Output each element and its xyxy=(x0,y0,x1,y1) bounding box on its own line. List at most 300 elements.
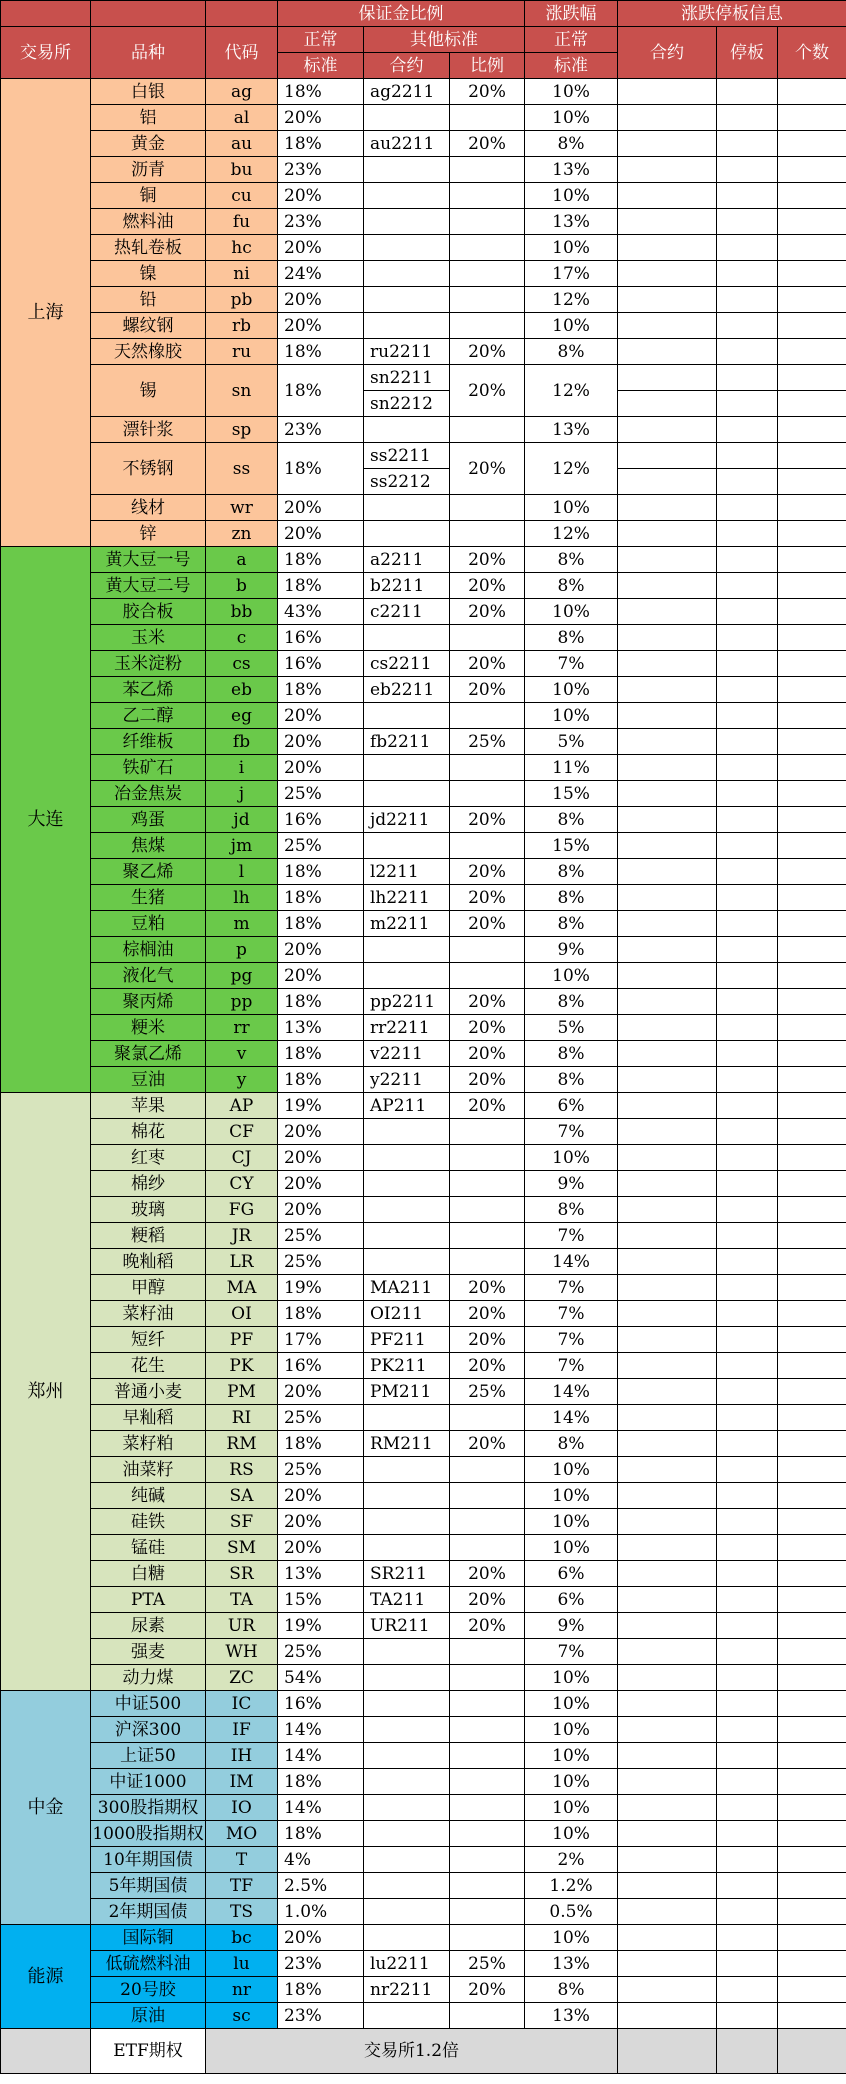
table-row xyxy=(1,1353,846,1379)
table-row xyxy=(1,1873,846,1899)
code-cell: cs xyxy=(206,651,278,677)
stop-board-cell xyxy=(717,729,778,755)
count-cell xyxy=(778,1405,846,1431)
limit-cell: 6% xyxy=(525,1587,618,1613)
variety-cell: 天然橡胶 xyxy=(91,339,206,365)
limit-cell: 10% xyxy=(525,963,618,989)
contract-cell xyxy=(364,1665,450,1691)
table-row xyxy=(1,235,846,261)
stop-board-cell xyxy=(717,1639,778,1665)
table-row xyxy=(1,859,846,885)
code-cell: sn xyxy=(206,365,278,417)
margin-cell: 25% xyxy=(278,781,364,807)
contract-cell xyxy=(364,1457,450,1483)
count-cell xyxy=(778,521,846,547)
variety-cell: 早籼稻 xyxy=(91,1405,206,1431)
contract-cell xyxy=(364,1249,450,1275)
exchange-cell: 郑州 xyxy=(1,1093,91,1691)
limit-cell: 10% xyxy=(525,599,618,625)
variety-cell: 白糖 xyxy=(91,1561,206,1587)
ratio-cell: 20% xyxy=(450,1587,525,1613)
count-cell xyxy=(778,1587,846,1613)
stop-board-cell xyxy=(717,755,778,781)
variety-cell: 沪深300 xyxy=(91,1717,206,1743)
count-cell xyxy=(778,339,846,365)
stop-info-header: 涨跌停板信息 xyxy=(618,1,846,27)
stop-contract-cell xyxy=(618,755,717,781)
limit-cell: 9% xyxy=(525,1171,618,1197)
limit-cell: 10% xyxy=(525,1145,618,1171)
stop-board-cell xyxy=(717,1353,778,1379)
limit-cell: 8% xyxy=(525,131,618,157)
stop-board-cell xyxy=(717,625,778,651)
code-cell: i xyxy=(206,755,278,781)
table-row xyxy=(1,1899,846,1925)
stop-contract-cell xyxy=(618,703,717,729)
stop-board-cell xyxy=(717,703,778,729)
limit-cell: 15% xyxy=(525,781,618,807)
margin-cell: 18% xyxy=(278,1977,364,2003)
stop-contract-cell xyxy=(618,599,717,625)
count-cell xyxy=(778,911,846,937)
limit-cell: 10% xyxy=(525,1535,618,1561)
table-row xyxy=(1,1275,846,1301)
margin-cell: 20% xyxy=(278,105,364,131)
stop-board-cell xyxy=(717,1041,778,1067)
count-cell xyxy=(778,287,846,313)
stop-board-cell xyxy=(717,1301,778,1327)
ratio-cell: 20% xyxy=(450,1977,525,2003)
stop-board-cell xyxy=(717,183,778,209)
contract-cell xyxy=(364,105,450,131)
stop-contract-cell xyxy=(618,1873,717,1899)
contract-cell: PK211 xyxy=(364,1353,450,1379)
margin-cell: 23% xyxy=(278,209,364,235)
table-row xyxy=(1,781,846,807)
header-row-1 xyxy=(1,1,846,27)
contract-cell: fb2211 xyxy=(364,729,450,755)
margin-cell: 20% xyxy=(278,235,364,261)
stop-contract-cell xyxy=(618,1639,717,1665)
stop-board-cell xyxy=(717,1431,778,1457)
count-cell xyxy=(778,391,846,417)
table-row xyxy=(1,261,846,287)
margin-cell: 18% xyxy=(278,1301,364,1327)
contract-cell: a2211 xyxy=(364,547,450,573)
limit-cell: 10% xyxy=(525,1483,618,1509)
margin-cell: 14% xyxy=(278,1795,364,1821)
variety-cell: 红枣 xyxy=(91,1145,206,1171)
variety-cell: 胶合板 xyxy=(91,599,206,625)
table-row xyxy=(1,1561,846,1587)
stop-board-cell xyxy=(717,157,778,183)
margin-cell: 1.0% xyxy=(278,1899,364,1925)
variety-cell: 低硫燃料油 xyxy=(91,1951,206,1977)
limit-cell: 15% xyxy=(525,833,618,859)
blank-cell xyxy=(91,1,206,27)
stop-board-cell xyxy=(717,1509,778,1535)
limit-cell: 8% xyxy=(525,859,618,885)
code-cell: IM xyxy=(206,1769,278,1795)
count-cell xyxy=(778,1925,846,1951)
variety-cell: 棉纱 xyxy=(91,1171,206,1197)
margin-cell: 20% xyxy=(278,313,364,339)
ratio-cell: 20% xyxy=(450,651,525,677)
ratio-cell: 20% xyxy=(450,131,525,157)
code-cell: PK xyxy=(206,1353,278,1379)
stop-contract-cell xyxy=(618,1899,717,1925)
variety-cell: 焦煤 xyxy=(91,833,206,859)
table-row xyxy=(1,495,846,521)
contract-cell xyxy=(364,1197,450,1223)
stop-contract-header: 合约 xyxy=(618,27,717,79)
code-cell: cu xyxy=(206,183,278,209)
stop-contract-cell xyxy=(618,1431,717,1457)
ratio-cell xyxy=(450,1769,525,1795)
stop-contract-cell xyxy=(618,157,717,183)
stop-contract-cell xyxy=(618,235,717,261)
code-cell: l xyxy=(206,859,278,885)
limit-cell: 14% xyxy=(525,1405,618,1431)
stop-contract-cell xyxy=(618,963,717,989)
variety-cell: 10年期国债 xyxy=(91,1847,206,1873)
variety-cell: 粳米 xyxy=(91,1015,206,1041)
stop-contract-cell xyxy=(618,1951,717,1977)
margin-cell: 19% xyxy=(278,1613,364,1639)
stop-contract-cell xyxy=(618,105,717,131)
contract-cell xyxy=(364,1847,450,1873)
stop-board-cell xyxy=(717,313,778,339)
code-cell: fu xyxy=(206,209,278,235)
count-cell xyxy=(778,209,846,235)
variety-cell: 甲醇 xyxy=(91,1275,206,1301)
ratio-cell xyxy=(450,937,525,963)
count-cell xyxy=(778,1873,846,1899)
contract-cell: b2211 xyxy=(364,573,450,599)
code-cell: fb xyxy=(206,729,278,755)
stop-board-cell xyxy=(717,885,778,911)
variety-cell: 短纤 xyxy=(91,1327,206,1353)
stop-board-cell xyxy=(717,1899,778,1925)
ratio-cell: 20% xyxy=(450,911,525,937)
contract-cell xyxy=(364,417,450,443)
stop-board-cell xyxy=(717,1795,778,1821)
table-row xyxy=(1,573,846,599)
table-row xyxy=(1,1535,846,1561)
stop-contract-cell xyxy=(618,781,717,807)
table-row xyxy=(1,1977,846,2003)
code-cell: T xyxy=(206,1847,278,1873)
stop-contract-cell xyxy=(618,1353,717,1379)
contract-cell: ss2212 xyxy=(364,469,450,495)
stop-contract-cell xyxy=(618,1119,717,1145)
code-cell: zn xyxy=(206,521,278,547)
table-row xyxy=(1,1379,846,1405)
stop-board-cell xyxy=(717,1093,778,1119)
count-cell xyxy=(778,651,846,677)
contract-cell xyxy=(364,183,450,209)
stop-contract-cell xyxy=(618,183,717,209)
stop-board-cell xyxy=(717,391,778,417)
limit-cell: 14% xyxy=(525,1249,618,1275)
margin-cell: 18% xyxy=(278,911,364,937)
contract-cell xyxy=(364,261,450,287)
stop-contract-cell xyxy=(618,1977,717,2003)
stop-board-cell xyxy=(717,1483,778,1509)
count-cell xyxy=(778,833,846,859)
margin-cell: 20% xyxy=(278,1483,364,1509)
margin-cell: 18% xyxy=(278,443,364,495)
variety-cell: 玉米淀粉 xyxy=(91,651,206,677)
ratio-cell xyxy=(450,755,525,781)
stop-contract-cell xyxy=(618,1457,717,1483)
variety-cell: 菜籽油 xyxy=(91,1301,206,1327)
stop-contract-cell xyxy=(618,1249,717,1275)
ratio-cell xyxy=(450,105,525,131)
stop-board-cell xyxy=(717,1613,778,1639)
stop-board-cell xyxy=(717,1561,778,1587)
normal-header: 正常 xyxy=(278,27,364,53)
blank-cell xyxy=(1,1,91,27)
count-cell xyxy=(778,1197,846,1223)
code-cell: pg xyxy=(206,963,278,989)
limit-cell: 10% xyxy=(525,1665,618,1691)
variety-cell: 漂针浆 xyxy=(91,417,206,443)
table-row xyxy=(1,183,846,209)
count-cell xyxy=(778,547,846,573)
limit-cell: 10% xyxy=(525,79,618,105)
ratio-cell: 20% xyxy=(450,807,525,833)
variety-cell: 鸡蛋 xyxy=(91,807,206,833)
code-cell: CY xyxy=(206,1171,278,1197)
ratio-cell xyxy=(450,963,525,989)
count-cell xyxy=(778,1301,846,1327)
ratio-cell: 20% xyxy=(450,989,525,1015)
count-cell xyxy=(778,2003,846,2029)
limit-cell: 8% xyxy=(525,1977,618,2003)
stop-contract-cell xyxy=(618,1925,717,1951)
margin-cell: 20% xyxy=(278,1379,364,1405)
contract-header: 合约 xyxy=(364,53,450,79)
margin-cell: 13% xyxy=(278,1561,364,1587)
table-row xyxy=(1,703,846,729)
ratio-cell: 20% xyxy=(450,677,525,703)
table-row xyxy=(1,1093,846,1119)
ratio-cell xyxy=(450,1197,525,1223)
margin-cell: 20% xyxy=(278,1197,364,1223)
ratio-cell xyxy=(450,2003,525,2029)
variety-cell: 铅 xyxy=(91,287,206,313)
count-cell xyxy=(778,1639,846,1665)
count-cell xyxy=(778,1613,846,1639)
stop-contract-cell xyxy=(618,1795,717,1821)
stop-board-cell xyxy=(717,261,778,287)
stop-contract-cell xyxy=(618,1275,717,1301)
ratio-cell xyxy=(450,781,525,807)
stop-contract-cell xyxy=(618,1717,717,1743)
table-row xyxy=(1,1665,846,1691)
variety-cell: 聚丙烯 xyxy=(91,989,206,1015)
table-row xyxy=(1,755,846,781)
count-cell xyxy=(778,1353,846,1379)
code-cell: IF xyxy=(206,1717,278,1743)
standard-header: 标准 xyxy=(278,53,364,79)
variety-cell: 纤维板 xyxy=(91,729,206,755)
ratio-cell xyxy=(450,209,525,235)
stop-board-cell xyxy=(717,1015,778,1041)
ratio-cell xyxy=(450,313,525,339)
variety-cell: 棕榈油 xyxy=(91,937,206,963)
stop-board-cell xyxy=(717,937,778,963)
count-cell xyxy=(778,1535,846,1561)
stop-contract-cell xyxy=(618,1093,717,1119)
table-row xyxy=(1,1067,846,1093)
code-cell: hc xyxy=(206,235,278,261)
stop-contract-cell xyxy=(618,1041,717,1067)
margin-cell: 25% xyxy=(278,1223,364,1249)
limit-group-header: 涨跌幅 xyxy=(525,1,618,27)
ratio-cell: 20% xyxy=(450,339,525,365)
contract-cell xyxy=(364,235,450,261)
table-row xyxy=(1,79,846,105)
stop-contract-cell xyxy=(618,547,717,573)
table-row xyxy=(1,833,846,859)
stop-board-cell xyxy=(717,547,778,573)
contract-cell xyxy=(364,1171,450,1197)
stop-contract-cell xyxy=(618,937,717,963)
margin-cell: 25% xyxy=(278,1457,364,1483)
table-row xyxy=(1,1223,846,1249)
count-cell xyxy=(778,703,846,729)
count-cell xyxy=(778,1379,846,1405)
code-cell: eb xyxy=(206,677,278,703)
exchange-cell: 大连 xyxy=(1,547,91,1093)
limit-cell: 7% xyxy=(525,1223,618,1249)
variety-cell: 铜 xyxy=(91,183,206,209)
count-cell xyxy=(778,105,846,131)
ratio-cell xyxy=(450,157,525,183)
contract-cell: rr2211 xyxy=(364,1015,450,1041)
table-row xyxy=(1,1717,846,1743)
margin-cell: 18% xyxy=(278,573,364,599)
limit-cell: 10% xyxy=(525,1509,618,1535)
count-cell xyxy=(778,1171,846,1197)
table-row xyxy=(1,313,846,339)
limit-cell: 10% xyxy=(525,1691,618,1717)
ratio-cell xyxy=(450,1925,525,1951)
limit-cell: 8% xyxy=(525,625,618,651)
ratio-cell xyxy=(450,1717,525,1743)
code-cell: bu xyxy=(206,157,278,183)
code-cell: FG xyxy=(206,1197,278,1223)
stop-contract-cell xyxy=(618,1691,717,1717)
margin-cell: 19% xyxy=(278,1093,364,1119)
table-row xyxy=(1,1327,846,1353)
stop-board-cell xyxy=(717,1925,778,1951)
limit-cell: 6% xyxy=(525,1561,618,1587)
contract-cell: nr2211 xyxy=(364,1977,450,2003)
contract-cell: TA211 xyxy=(364,1587,450,1613)
table-row xyxy=(1,1847,846,1873)
margin-cell: 18% xyxy=(278,885,364,911)
limit-cell: 12% xyxy=(525,521,618,547)
margin-cell: 18% xyxy=(278,1067,364,1093)
count-cell xyxy=(778,1067,846,1093)
code-cell: ni xyxy=(206,261,278,287)
variety-cell: 晚籼稻 xyxy=(91,1249,206,1275)
count-cell xyxy=(778,1249,846,1275)
stop-contract-cell xyxy=(618,469,717,495)
margin-cell: 20% xyxy=(278,1119,364,1145)
ratio-cell: 20% xyxy=(450,1613,525,1639)
count-cell xyxy=(778,1119,846,1145)
table-row xyxy=(1,1249,846,1275)
table-row xyxy=(1,677,846,703)
stop-board-cell xyxy=(717,1457,778,1483)
limit-cell: 13% xyxy=(525,417,618,443)
limit-cell: 8% xyxy=(525,1431,618,1457)
count-cell xyxy=(778,573,846,599)
ratio-cell: 20% xyxy=(450,599,525,625)
count-cell xyxy=(778,417,846,443)
code-cell: m xyxy=(206,911,278,937)
count-cell xyxy=(778,729,846,755)
table-row xyxy=(1,729,846,755)
count-cell xyxy=(778,1015,846,1041)
limit-cell: 14% xyxy=(525,1379,618,1405)
code-cell: pb xyxy=(206,287,278,313)
contract-cell: ru2211 xyxy=(364,339,450,365)
ratio-cell xyxy=(450,1743,525,1769)
ratio-cell xyxy=(450,1795,525,1821)
table-row xyxy=(1,989,846,1015)
limit-cell: 10% xyxy=(525,105,618,131)
ratio-cell xyxy=(450,703,525,729)
code-cell: LR xyxy=(206,1249,278,1275)
limit-cell: 10% xyxy=(525,1821,618,1847)
stop-board-cell xyxy=(717,1327,778,1353)
table-row xyxy=(1,1197,846,1223)
ratio-cell xyxy=(450,1119,525,1145)
stop-contract-cell xyxy=(618,729,717,755)
contract-cell: sn2211 xyxy=(364,365,450,391)
ratio-cell: 20% xyxy=(450,1041,525,1067)
ratio-cell: 20% xyxy=(450,1353,525,1379)
margin-cell: 20% xyxy=(278,521,364,547)
ratio-cell xyxy=(450,1691,525,1717)
code-cell: TF xyxy=(206,1873,278,1899)
ratio-cell xyxy=(450,1223,525,1249)
stop-contract-cell xyxy=(618,1301,717,1327)
code-cell: SM xyxy=(206,1535,278,1561)
stop-board-cell xyxy=(717,1769,778,1795)
code-cell: CF xyxy=(206,1119,278,1145)
limit-cell: 10% xyxy=(525,703,618,729)
code-cell: lh xyxy=(206,885,278,911)
ratio-cell: 20% xyxy=(450,443,525,495)
variety-cell: 强麦 xyxy=(91,1639,206,1665)
code-cell: OI xyxy=(206,1301,278,1327)
count-cell xyxy=(778,885,846,911)
count-cell xyxy=(778,1795,846,1821)
count-cell xyxy=(778,963,846,989)
contract-cell xyxy=(364,1483,450,1509)
variety-cell: 国际铜 xyxy=(91,1925,206,1951)
count-cell xyxy=(778,859,846,885)
code-cell: AP xyxy=(206,1093,278,1119)
header-row-2 xyxy=(1,27,846,53)
ratio-cell: 25% xyxy=(450,729,525,755)
